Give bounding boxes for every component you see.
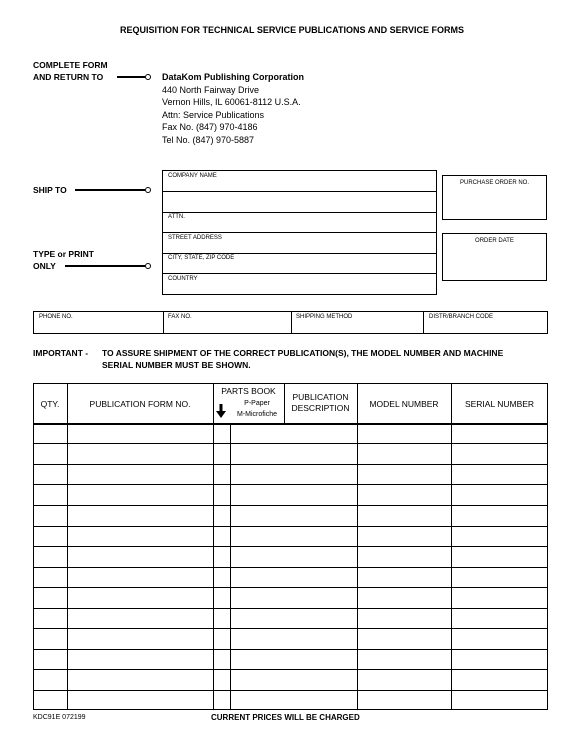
fax-field[interactable]: FAX NO. bbox=[168, 314, 192, 320]
table-row[interactable] bbox=[33, 669, 548, 670]
type-print-label bbox=[33, 248, 94, 272]
table-row[interactable] bbox=[33, 505, 548, 506]
type-print-line2: ONLY bbox=[33, 261, 56, 271]
table-row[interactable] bbox=[33, 628, 548, 629]
distr-branch-field[interactable]: DISTR/BRANCH CODE bbox=[429, 314, 494, 320]
order-date-box[interactable] bbox=[442, 233, 547, 281]
city-state-zip-field[interactable]: CITY, STATE, ZIP CODE bbox=[168, 255, 235, 261]
address-street: 440 North Fairway Drive bbox=[162, 84, 260, 95]
table-row[interactable] bbox=[33, 567, 548, 568]
company-name-field[interactable]: COMPANY NAME bbox=[168, 173, 217, 179]
notice-line1: TO ASSURE SHIPMENT OF THE CORRECT PUBLICATION(S), THE MODEL NUMBER AND MACHINE bbox=[102, 348, 504, 358]
notice-text bbox=[102, 347, 503, 371]
form-title: REQUISITION FOR TECHNICAL SERVICE PUBLICATIONS AND SERVICE FORMS bbox=[119, 25, 465, 35]
ship-to-arrow-icon bbox=[75, 189, 145, 191]
shipping-method-field[interactable]: SHIPPING METHOD bbox=[296, 314, 353, 320]
address-attn: Attn: Service Publications bbox=[162, 109, 265, 120]
header-pub-desc bbox=[284, 392, 357, 414]
header-divider bbox=[33, 423, 548, 425]
table-row[interactable] bbox=[33, 690, 548, 691]
header-qty: QTY. bbox=[40, 399, 60, 409]
purchase-order-label: PURCHASE ORDER NO. bbox=[459, 180, 529, 186]
form-code: KDC91E 072199 bbox=[33, 714, 86, 721]
type-print-line1: TYPE or PRINT bbox=[33, 249, 94, 259]
table-row[interactable] bbox=[33, 546, 548, 547]
purchase-order-box[interactable] bbox=[442, 175, 547, 220]
contact-divider bbox=[423, 311, 424, 334]
ship-to-divider bbox=[162, 273, 437, 274]
table-row[interactable] bbox=[33, 587, 548, 588]
down-arrow-icon bbox=[216, 404, 226, 423]
address-tel: Tel No. (847) 970-5887 bbox=[162, 134, 255, 145]
parts-book-options bbox=[230, 398, 284, 420]
address-fax: Fax No. (847) 970-4186 bbox=[162, 122, 258, 132]
header-pub-desc-line1: PUBLICATION bbox=[292, 392, 349, 402]
header-model: MODEL NUMBER bbox=[369, 399, 439, 409]
contact-divider bbox=[163, 311, 164, 334]
return-label-line2: AND RETURN TO bbox=[33, 72, 104, 82]
ship-to-divider bbox=[162, 232, 437, 233]
return-label-line1: COMPLETE FORM bbox=[33, 60, 108, 70]
address-city: Vernon Hills, IL 60061-8112 U.S.A. bbox=[162, 97, 301, 107]
contact-divider bbox=[291, 311, 292, 334]
header-serial: SERIAL NUMBER bbox=[464, 399, 535, 409]
header-pub-form-no: PUBLICATION FORM NO. bbox=[89, 399, 191, 409]
prices-notice: CURRENT PRICES WILL BE CHARGED bbox=[211, 713, 360, 722]
table-row[interactable] bbox=[33, 464, 548, 465]
street-address-field[interactable]: STREET ADDRESS bbox=[168, 235, 222, 241]
type-print-arrow-icon bbox=[65, 265, 145, 267]
order-date-label: ORDER DATE bbox=[475, 238, 514, 244]
table-row[interactable] bbox=[33, 443, 548, 444]
return-arrow-icon bbox=[117, 76, 145, 78]
ship-to-divider bbox=[162, 191, 437, 192]
attn-field[interactable]: ATTN. bbox=[168, 214, 185, 220]
ship-to-label: SHIP TO bbox=[33, 185, 67, 195]
table-row[interactable] bbox=[33, 608, 548, 609]
table-row[interactable] bbox=[33, 484, 548, 485]
return-address bbox=[162, 71, 304, 146]
ship-to-divider bbox=[162, 253, 437, 254]
phone-field[interactable]: PHONE NO. bbox=[39, 314, 73, 320]
notice-line2: SERIAL NUMBER MUST BE SHOWN. bbox=[102, 360, 251, 370]
table-row[interactable] bbox=[33, 526, 548, 527]
microfiche-option: M-Microfiche bbox=[236, 411, 278, 418]
ship-to-divider bbox=[162, 212, 437, 213]
header-pub-desc-line2: DESCRIPTION bbox=[291, 403, 350, 413]
country-field[interactable]: COUNTRY bbox=[168, 276, 198, 282]
header-parts-book: PARTS BOOK bbox=[221, 386, 276, 396]
table-row[interactable] bbox=[33, 649, 548, 650]
notice-lead: IMPORTANT - bbox=[33, 348, 89, 358]
return-label bbox=[33, 59, 108, 83]
address-company: DataKom Publishing Corporation bbox=[162, 72, 305, 82]
paper-option: P-Paper bbox=[244, 400, 270, 407]
